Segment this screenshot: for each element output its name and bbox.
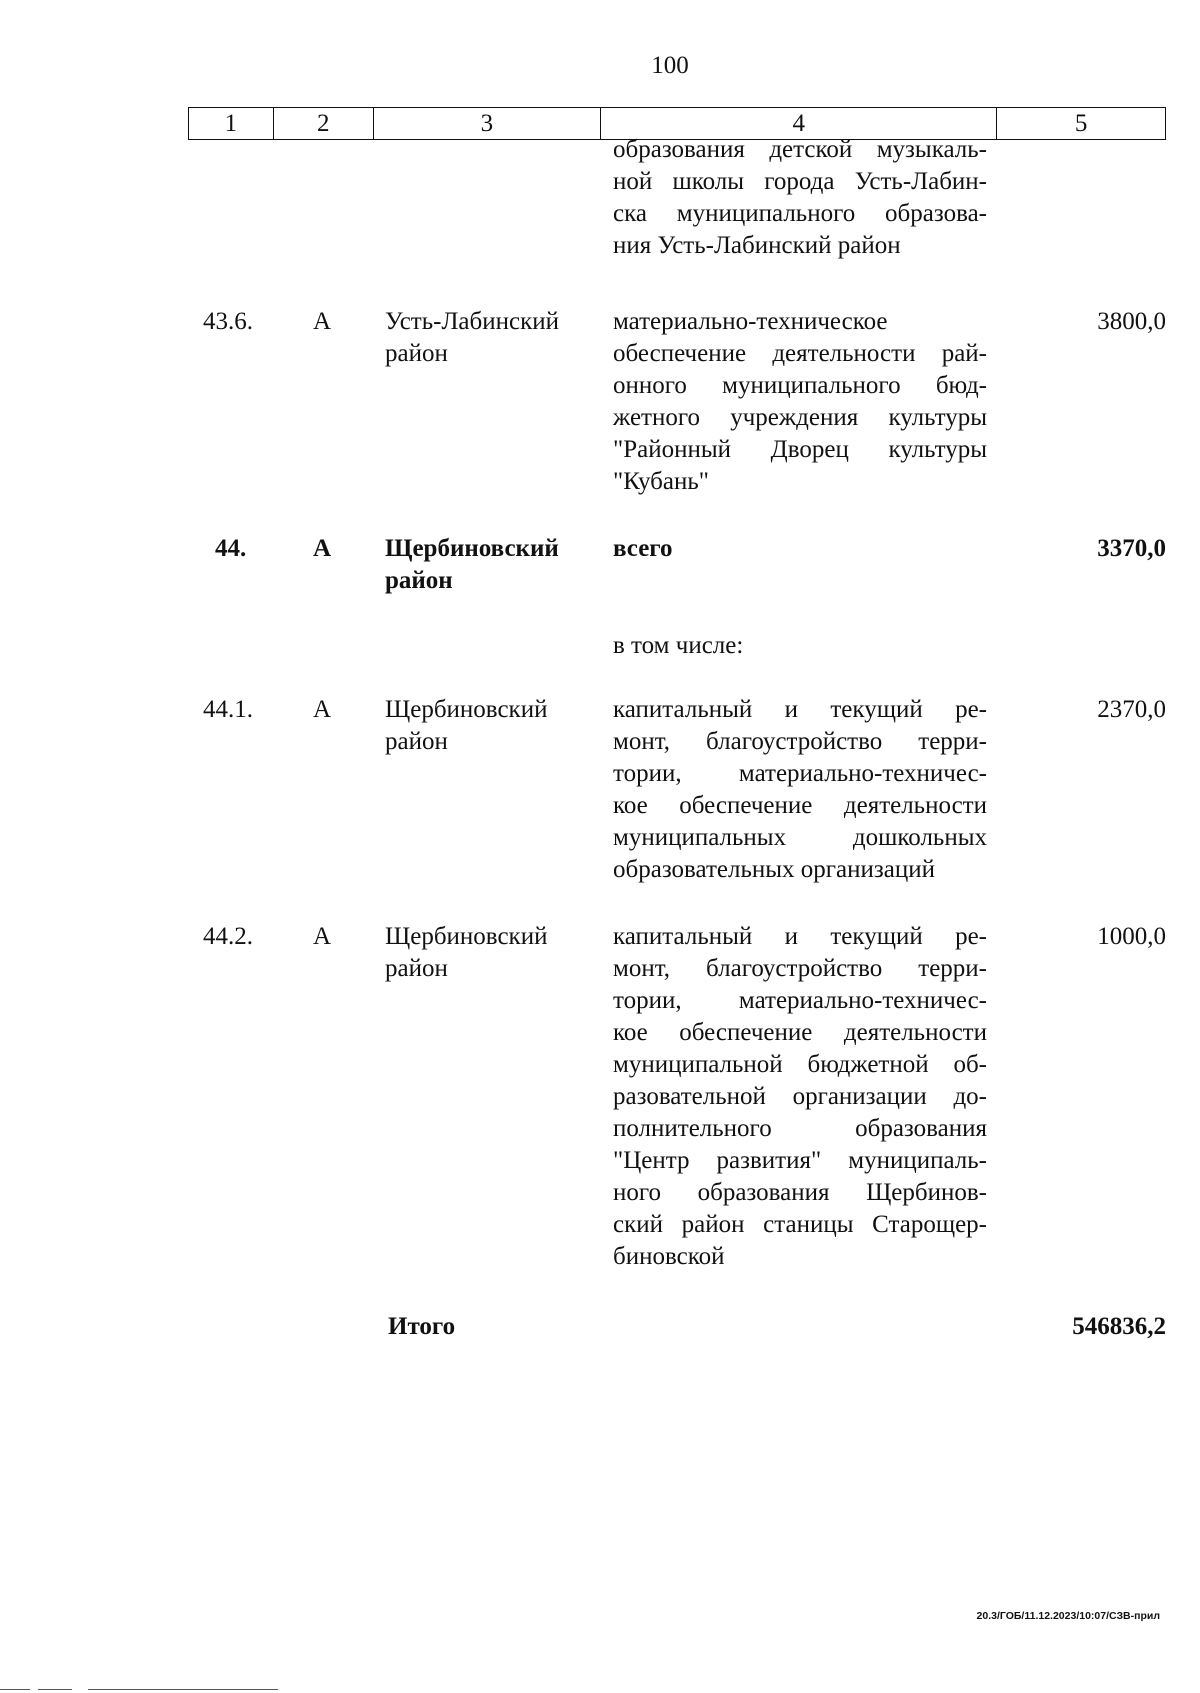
row-number: 44.	[215, 535, 247, 562]
district-line: район	[385, 567, 453, 594]
district-line: район	[385, 728, 448, 755]
desc-line: онного муниципального бюд-	[613, 372, 987, 399]
header-col-1: 1	[189, 108, 274, 139]
desc-line: образовательных организаций	[613, 856, 936, 883]
desc-line: кое обеспечение деятельности	[613, 792, 987, 819]
desc-line: жетного учреждения культуры	[613, 404, 987, 431]
header-col-4: 4	[601, 108, 997, 139]
desc-line: "Центр развития" муниципаль-	[613, 1147, 987, 1174]
desc-line: обеспечение деятельности рай-	[613, 340, 987, 367]
desc-line: муниципальных дошкольных	[613, 824, 987, 851]
desc-line: монт, благоустройство терри-	[613, 728, 987, 755]
scan-edge-line	[38, 1689, 72, 1690]
row-number: 43.6.	[203, 308, 253, 335]
desc-line: тории, материально-техничес-	[613, 987, 987, 1014]
district-line: Щербиновский	[385, 696, 548, 723]
desc-line: всего	[613, 535, 673, 562]
row-category: А	[313, 308, 332, 335]
row-number: 44.1.	[203, 696, 253, 723]
desc-line: образования детской музыкаль-	[613, 136, 987, 163]
desc-line: ния Усть-Лабинский район	[613, 232, 901, 259]
desc-line: капитальный и текущий ре-	[613, 923, 987, 950]
desc-line: монт, благоустройство терри-	[613, 955, 987, 982]
row-district	[385, 921, 595, 985]
desc-line: биновской	[613, 1243, 725, 1270]
desc-line: "Кубань"	[613, 468, 709, 495]
row-district	[385, 306, 595, 370]
row-amount: 2370,0	[1097, 696, 1166, 723]
desc-line: ной школы города Усть-Лабин-	[613, 168, 987, 195]
desc-line: разовательной организации до-	[613, 1083, 987, 1110]
header-col-5: 5	[1074, 110, 1088, 137]
desc-line: ного образования Щербинов-	[613, 1179, 987, 1206]
document-code: 20.3/ГОБ/11.12.2023/10:07/СЗВ-прил	[976, 1610, 1160, 1622]
desc-line: полнительного образования	[613, 1115, 987, 1142]
desc-line: ский район станицы Старощер-	[613, 1211, 987, 1238]
row-district	[385, 694, 595, 758]
row-description	[613, 134, 987, 262]
desc-line: материально-техническое	[613, 308, 888, 335]
desc-line: тории, материально-техничес-	[613, 760, 987, 787]
row-description	[613, 694, 987, 886]
total-amount: 546836,2	[1072, 1313, 1166, 1340]
header-col-3: 3	[374, 108, 602, 139]
district-line: район	[385, 955, 448, 982]
page-number: 100	[651, 52, 689, 79]
row-district	[385, 533, 595, 597]
district-line: Щербиновский	[385, 535, 559, 562]
row-number: 44.2.	[203, 923, 253, 950]
row-description	[613, 306, 987, 498]
desc-line: "Районный Дворец культуры	[613, 436, 987, 463]
desc-line: капитальный и текущий ре-	[613, 696, 987, 723]
row-category: А	[313, 535, 332, 562]
row-amount: 3370,0	[1097, 535, 1166, 562]
desc-line: ска муниципального образова-	[613, 200, 987, 227]
desc-line: в том числе:	[613, 632, 744, 659]
scan-edge-line	[0, 1689, 30, 1690]
total-label: Итого	[388, 1313, 456, 1340]
row-category: А	[313, 696, 332, 723]
district-line: Щербиновский	[385, 923, 548, 950]
row-description	[613, 630, 987, 662]
row-category: А	[313, 923, 332, 950]
scan-edge-line	[88, 1689, 278, 1690]
district-line: Усть-Лабинский	[385, 308, 559, 335]
row-description	[613, 921, 987, 1273]
desc-line: кое обеспечение деятельности	[613, 1019, 987, 1046]
row-amount: 1000,0	[1097, 923, 1166, 950]
district-line: район	[385, 340, 448, 367]
row-description	[613, 533, 987, 565]
row-amount: 3800,0	[1097, 308, 1166, 335]
desc-line: муниципальной бюджетной об-	[613, 1051, 987, 1078]
header-col-2: 2	[274, 108, 374, 139]
